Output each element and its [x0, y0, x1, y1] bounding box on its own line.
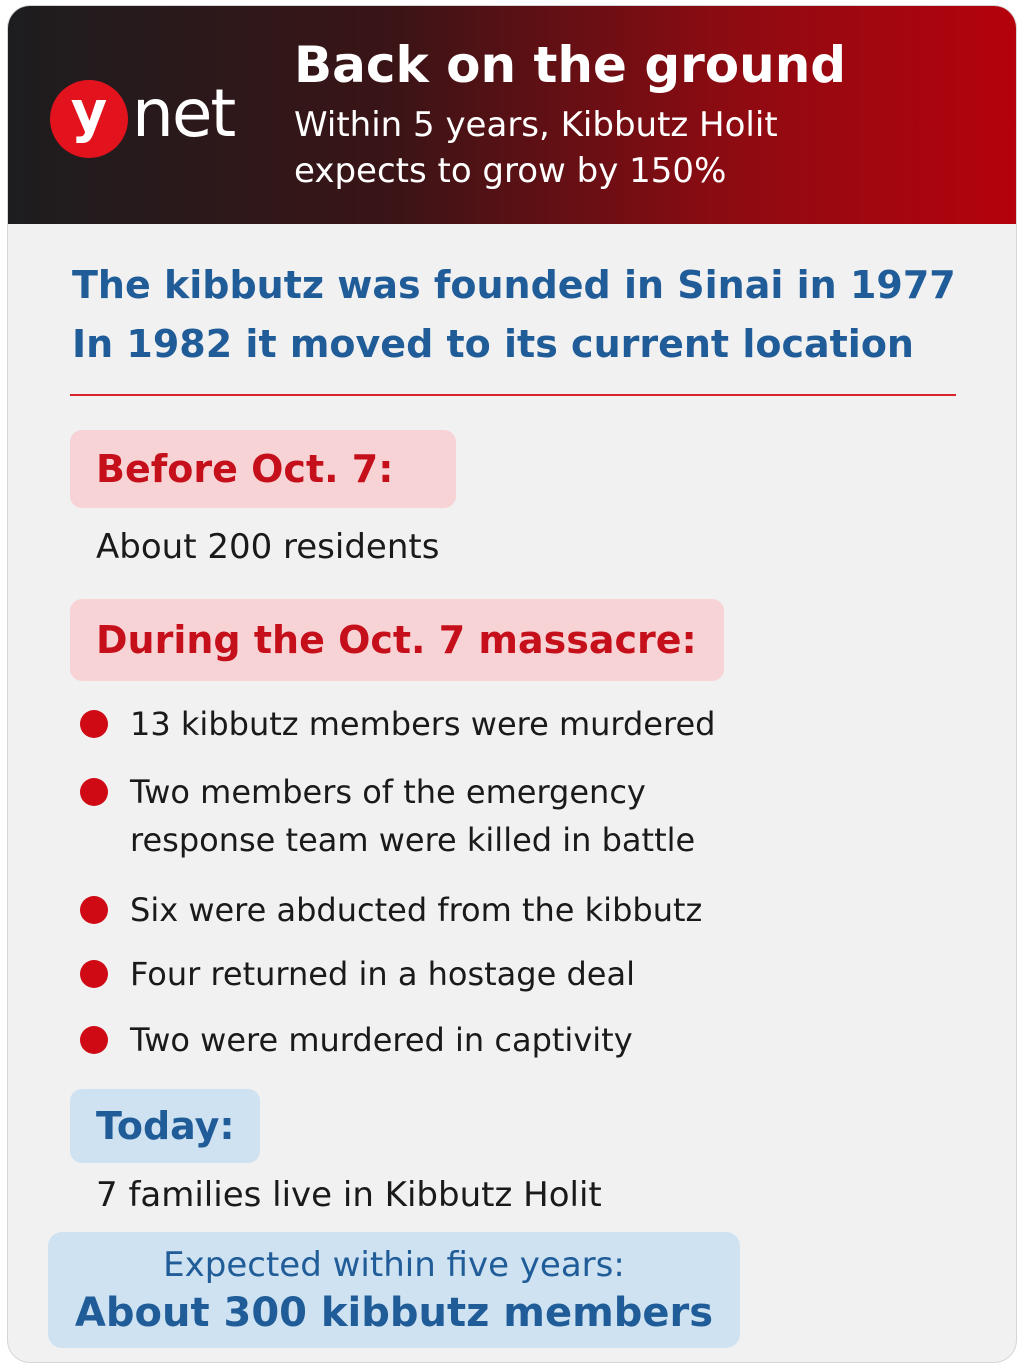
- during-heading: During the Oct. 7 massacre:: [70, 599, 724, 681]
- subtitle-line-1: Within 5 years, Kibbutz Holit: [294, 105, 778, 145]
- infographic-card: [8, 6, 1016, 1362]
- list-item-line: Two were murdered in captivity: [130, 1021, 633, 1059]
- header-banner: [8, 6, 1016, 224]
- logo-circle: y: [50, 80, 128, 158]
- subtitle-line-2: expects to grow by 150%: [294, 151, 727, 191]
- list-item-line: response team were killed in battle: [130, 821, 696, 859]
- page-title: Back on the ground: [294, 36, 847, 94]
- intro-line-2: In 1982 it moved to its current location: [72, 322, 914, 366]
- bullet-dot-icon: [80, 896, 108, 924]
- before-heading: Before Oct. 7:: [70, 430, 456, 508]
- list-item-line: Four returned in a hostage deal: [130, 955, 635, 993]
- section-divider: [70, 394, 956, 396]
- bullet-dot-icon: [80, 778, 108, 806]
- bullet-dot-icon: [80, 960, 108, 988]
- list-item-line: Six were abducted from the kibbutz: [130, 891, 703, 929]
- page-subtitle: [294, 102, 994, 194]
- expected-label: Expected within five years:: [163, 1245, 625, 1285]
- intro-line-1: The kibbutz was founded in Sinai in 1977: [72, 263, 956, 307]
- bullet-dot-icon: [80, 1026, 108, 1054]
- expected-value: About 300 kibbutz members: [74, 1290, 714, 1336]
- today-heading: Today:: [70, 1089, 260, 1163]
- list-item-line: 13 kibbutz members were murdered: [130, 705, 716, 743]
- intro-text: [72, 256, 956, 374]
- logo-word: net: [132, 75, 235, 152]
- list-item-line: Two members of the emergency: [130, 773, 646, 811]
- before-text: About 200 residents: [96, 527, 440, 567]
- bullet-dot-icon: [80, 710, 108, 738]
- expected-box: [48, 1232, 740, 1348]
- ynet-logo: [50, 75, 250, 160]
- today-text: 7 families live in Kibbutz Holit: [96, 1175, 602, 1215]
